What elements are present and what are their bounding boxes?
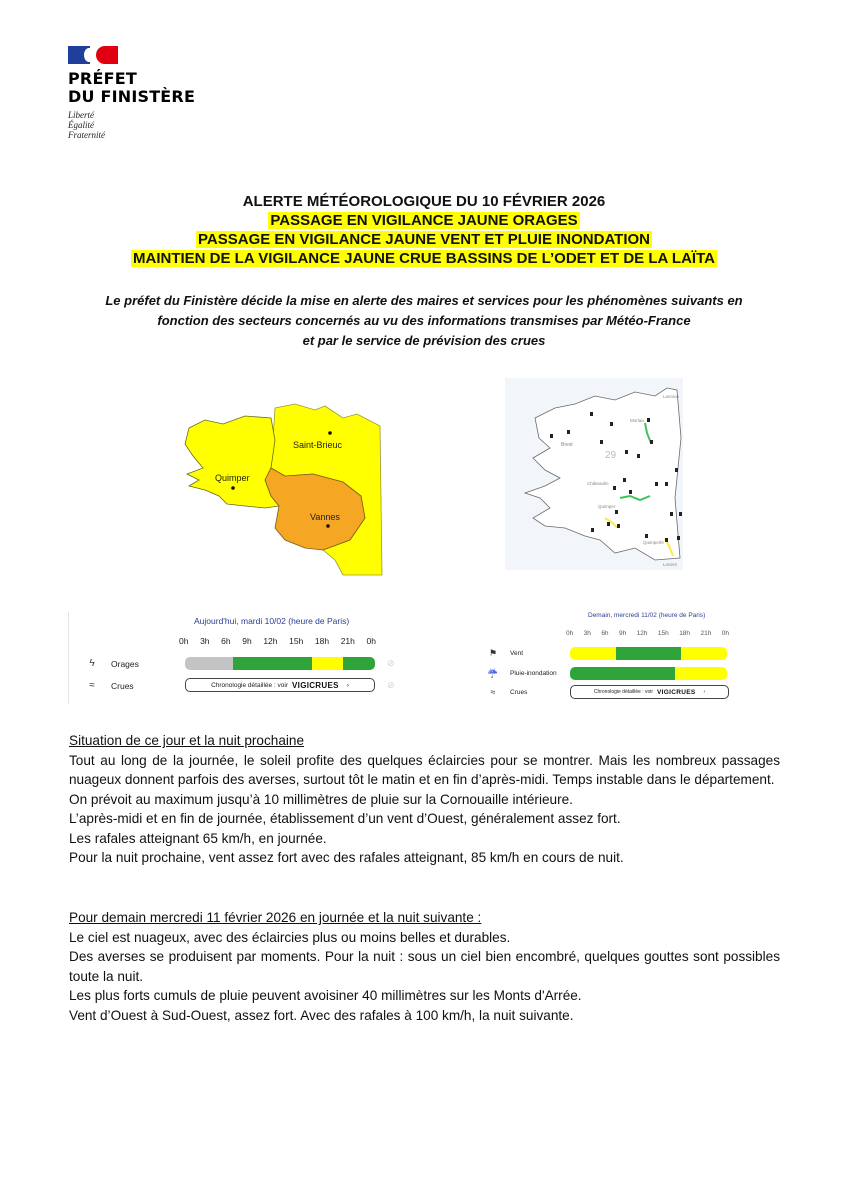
rain-flood-icon: ☔ [487,668,499,678]
crues-map [505,378,683,570]
map-label-morlaix: Morlaix [630,418,645,423]
map-label-chateaulin: Châteaulin [587,481,609,486]
motto-liberte: Liberté [68,110,94,120]
timeline-row-pluie-inondation [478,668,570,679]
paragraph: Des averses se produisent par moments. Pour la nuit : sous un ciel bien encombré, quelques gouttes sont possibles toute la nuit. [69,949,780,984]
tick-label: 6h [601,630,609,637]
tick-label: 0h [366,636,376,646]
row-label-orages: Orages [111,658,139,669]
timeline-row-orages [69,658,176,669]
tick-label: 0h [179,636,189,646]
vigilance-segment-yellow [570,647,616,660]
waves-icon: ≈ [490,687,496,697]
city-dot-quimper [231,486,235,490]
logo-title-line2: DU FINISTÈRE [68,87,196,106]
lightning-icon: ϟ [89,658,95,669]
alert-headline [0,192,848,268]
timeline-today-ticks [179,636,376,646]
vigilance-segment-yellow [675,667,727,680]
tick-label: 21h [340,636,355,646]
paragraph: Pour la nuit prochaine, vent assez fort avec des rafales atteignant, 85 km/h en cours de nuit. [69,850,624,865]
tick-label: 3h [200,636,210,646]
paragraph: Le ciel est nuageux, avec des éclaircies plus ou moins belles et durables. [69,929,511,945]
section-today [69,731,780,868]
tick-label: 9h [242,636,252,646]
map-region-finistere [185,416,279,508]
tick-label: 12h [636,630,648,637]
intro-line-2: fonction des secteurs concernés au vu des informations transmises par Météo-France [157,313,691,328]
timeline-row-vent [478,648,570,659]
timeline-row-crues [478,687,570,697]
vigicrues-link-button[interactable] [570,685,729,699]
city-dot-vannes [326,524,330,528]
logo-title [68,70,195,106]
vigilance-bar-pluie-inondation[interactable] [570,667,727,680]
vigilance-segment-yellow [312,657,344,670]
chevron-right-icon: › [703,689,706,695]
alert-title: ALERTE MÉTÉOROLOGIQUE DU 10 FÉVRIER 2026 [242,193,606,210]
vigilance-segment-none [185,657,233,670]
paragraph: Les plus forts cumuls de pluie peuvent avoisiner 40 millimètres sur les Monts d'Arrée. [69,988,582,1003]
city-label-quimper: Quimper [215,473,250,483]
alert-line-orages: PASSAGE EN VIGILANCE JAUNE ORAGES [270,212,578,229]
vigicrues-brand: VIGICRUES [657,688,696,696]
vigilance-segment-green [233,657,312,670]
row-label-crues: Crues [111,680,134,691]
map-label-lannion: Lannion [663,394,680,399]
tick-label: 0h [721,630,729,637]
map-label-brest: Brest [561,442,573,448]
vigilance-map [175,400,385,580]
tick-label: 0h [566,630,574,637]
section-today-heading: Situation de ce jour et la nuit prochaine [69,733,305,748]
motto-fraternite: Fraternité [68,130,105,140]
tick-label: 12h [263,636,278,646]
republic-motto [68,110,195,140]
alert-line-crue: MAINTIEN DE LA VIGILANCE JAUNE CRUE BASSINS DE L’ODET ET DE LA LAÏTA [133,250,715,267]
timeline-today [68,612,419,704]
map-label-29: 29 [605,450,617,461]
vigilance-bar-vent[interactable] [570,647,727,660]
city-label-saint-brieuc: Saint-Brieuc [293,440,343,450]
finistere-crues-map [505,378,683,570]
row-label-crues: Crues [510,688,528,696]
section-tomorrow-heading: Pour demain mercredi 11 février 2026 en journée et la nuit suivante : [69,910,482,925]
vigilance-segment-green [343,657,375,670]
map-label-quimperle: Quimperlé [643,540,664,545]
vigicrues-brand: VIGICRUES [292,680,339,690]
tick-label: 18h [679,630,691,637]
chrono-text: Chronologie détaillée : voir [211,681,289,689]
alert-line-vent-pluie: PASSAGE EN VIGILANCE JAUNE VENT ET PLUIE INONDATION [198,231,650,248]
tick-label: 3h [583,630,591,637]
vigilance-segment-green [570,667,675,680]
city-dot-saint-brieuc [328,431,332,435]
marianne-flag-icon [68,46,118,64]
tick-label: 18h [314,636,330,646]
paragraph: Vent d’Ouest à Sud-Ouest, assez fort. Avec des rafales à 100 km/h, la nuit suivante. [69,1007,574,1023]
timeline-tomorrow-title: Demain, mercredi 11/02 (heure de Paris) [588,612,706,619]
paragraph: On prévoit au maximum jusqu’à 10 millimètres de pluie sur la Cornouaille intérieure. [69,791,573,807]
timeline-row-crues [69,680,176,691]
hidden-eye-icon[interactable]: ⊘ [387,680,395,690]
city-label-vannes: Vannes [310,512,340,522]
intro-line-3: et par le service de prévision des crues [302,333,546,348]
vigilance-segment-green [616,647,681,660]
waves-icon: ≈ [89,680,95,691]
motto-egalite: Égalité [68,120,94,130]
timeline-tomorrow-ticks [566,630,729,637]
hidden-eye-icon[interactable]: ⊘ [387,658,395,668]
tick-label: 6h [221,636,231,646]
row-label-vent: Vent [510,650,524,657]
intro-line-1: Le préfet du Finistère décide la mise en alerte des maires et services pour les phénomènes suivants en [105,293,743,308]
timeline-today-title: Aujourd'hui, mardi 10/02 (heure de Paris) [194,616,350,626]
vigilance-segment-yellow [681,647,727,660]
vigilance-bar-orages[interactable] [185,657,375,670]
timeline-tomorrow [478,608,748,704]
section-tomorrow [69,908,780,1025]
intro-statement [70,291,778,351]
vigicrues-link-button[interactable] [185,678,375,692]
tick-label: 15h [657,630,669,637]
chrono-text: Chronologie détaillée : voir [593,689,654,695]
map-label-lorient: Lorient [663,562,677,567]
tick-label: 9h [618,630,627,637]
paragraph: Tout au long de la journée, le soleil profite des quelques éclaircies pour se montrer. Mais les nombreux passages nuageux donnent parfois des averses, surtout tôt le matin et en fin d’après-midi. Temps instable dans le département. [69,752,780,787]
paragraph: L’après-midi et en fin de journée, établissement d’un vent d’Ouest, généralement assez fort. [69,811,621,826]
tick-label: 15h [289,636,304,646]
wind-icon: ⚑ [488,648,498,658]
logo-title-line1: PRÉFET [68,69,137,88]
row-label-pluie-inondation: Pluie-inondation [510,670,557,677]
brittany-vigilance-map [175,400,385,580]
map-label-quimper: Quimper [598,504,616,509]
chevron-right-icon: › [346,681,349,689]
paragraph: Les rafales atteignant 65 km/h, en journée. [69,830,327,846]
tick-label: 21h [700,630,712,637]
prefecture-logo [68,46,195,140]
